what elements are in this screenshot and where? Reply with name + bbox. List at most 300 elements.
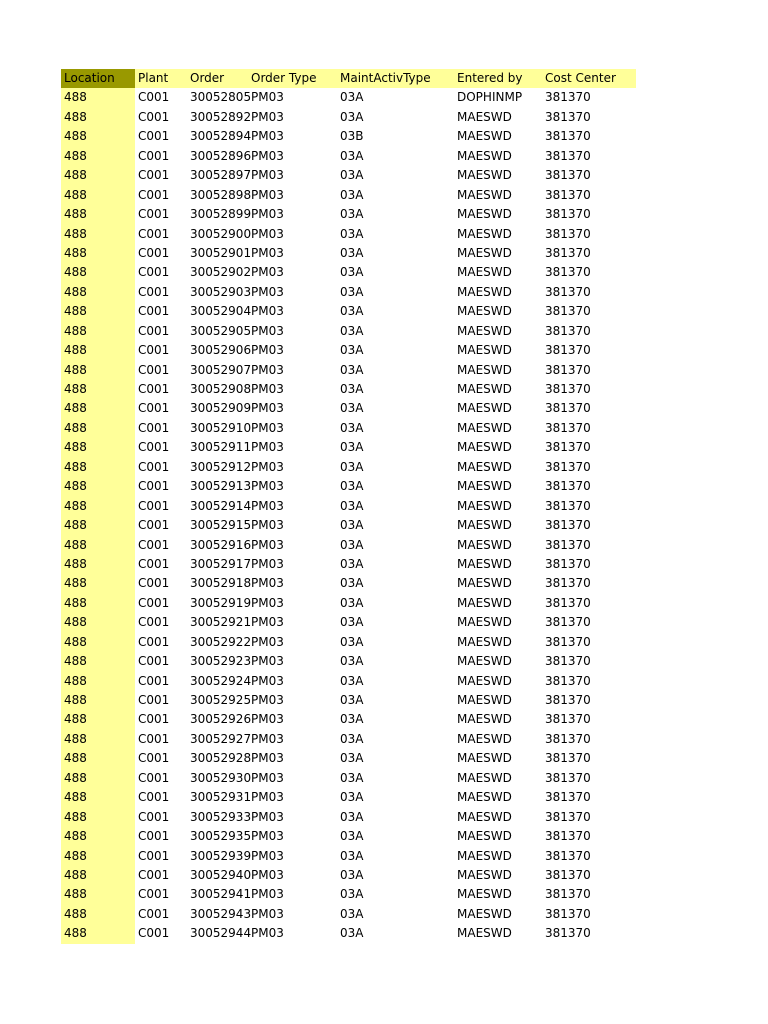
cell-location[interactable]: 488 bbox=[61, 302, 135, 321]
cell-location[interactable]: 488 bbox=[61, 361, 135, 380]
cell-maint-activ-type[interactable]: 03A bbox=[340, 362, 364, 377]
cell-cost-center[interactable]: 381370 bbox=[545, 245, 591, 260]
cell-maint-activ-type[interactable]: 03A bbox=[340, 304, 364, 319]
cell-order[interactable]: 30052935 bbox=[190, 829, 252, 844]
cell-order-type[interactable]: PM03 bbox=[251, 498, 284, 513]
cell-location[interactable]: 488 bbox=[61, 516, 135, 535]
cell-order[interactable]: 30052904 bbox=[190, 304, 252, 319]
cell-plant[interactable]: C001 bbox=[138, 518, 170, 533]
cell-order[interactable]: 30052894 bbox=[190, 129, 252, 144]
cell-maint-activ-type[interactable]: 03A bbox=[340, 867, 364, 882]
cell-plant[interactable]: C001 bbox=[138, 790, 170, 805]
cell-plant[interactable]: C001 bbox=[138, 731, 170, 746]
cell-entered-by[interactable]: MAESWD bbox=[457, 770, 512, 785]
cell-entered-by[interactable]: MAESWD bbox=[457, 187, 512, 202]
column-header-order[interactable]: Order bbox=[187, 69, 248, 88]
cell-cost-center[interactable]: 381370 bbox=[545, 518, 591, 533]
cell-order-type[interactable]: PM03 bbox=[251, 576, 284, 591]
cell-entered-by[interactable]: MAESWD bbox=[457, 615, 512, 630]
cell-plant[interactable]: C001 bbox=[138, 168, 170, 183]
cell-location[interactable]: 488 bbox=[61, 283, 135, 302]
cell-location[interactable]: 488 bbox=[61, 497, 135, 516]
cell-order[interactable]: 30052933 bbox=[190, 809, 252, 824]
cell-cost-center[interactable]: 381370 bbox=[545, 790, 591, 805]
cell-plant[interactable]: C001 bbox=[138, 634, 170, 649]
cell-maint-activ-type[interactable]: 03A bbox=[340, 109, 364, 124]
cell-entered-by[interactable]: MAESWD bbox=[457, 207, 512, 222]
cell-order-type[interactable]: PM03 bbox=[251, 809, 284, 824]
cell-maint-activ-type[interactable]: 03A bbox=[340, 226, 364, 241]
cell-entered-by[interactable]: MAESWD bbox=[457, 518, 512, 533]
cell-maint-activ-type[interactable]: 03A bbox=[340, 323, 364, 338]
cell-maint-activ-type[interactable]: 03A bbox=[340, 168, 364, 183]
cell-order-type[interactable]: PM03 bbox=[251, 751, 284, 766]
cell-plant[interactable]: C001 bbox=[138, 187, 170, 202]
cell-location[interactable]: 488 bbox=[61, 263, 135, 282]
cell-plant[interactable]: C001 bbox=[138, 926, 170, 941]
cell-order-type[interactable]: PM03 bbox=[251, 537, 284, 552]
cell-order[interactable]: 30052899 bbox=[190, 207, 252, 222]
cell-location[interactable]: 488 bbox=[61, 691, 135, 710]
cell-order-type[interactable]: PM03 bbox=[251, 654, 284, 669]
cell-entered-by[interactable]: MAESWD bbox=[457, 829, 512, 844]
cell-maint-activ-type[interactable]: 03A bbox=[340, 401, 364, 416]
cell-order-type[interactable]: PM03 bbox=[251, 323, 284, 338]
cell-location[interactable]: 488 bbox=[61, 380, 135, 399]
cell-plant[interactable]: C001 bbox=[138, 556, 170, 571]
cell-plant[interactable]: C001 bbox=[138, 829, 170, 844]
cell-maint-activ-type[interactable]: 03A bbox=[340, 770, 364, 785]
cell-order-type[interactable]: PM03 bbox=[251, 867, 284, 882]
cell-maint-activ-type[interactable]: 03A bbox=[340, 654, 364, 669]
cell-plant[interactable]: C001 bbox=[138, 323, 170, 338]
cell-cost-center[interactable]: 381370 bbox=[545, 382, 591, 396]
cell-cost-center[interactable]: 381370 bbox=[545, 673, 591, 688]
cell-cost-center[interactable]: 381370 bbox=[545, 829, 591, 844]
cell-order-type[interactable]: PM03 bbox=[251, 90, 284, 105]
cell-plant[interactable]: C001 bbox=[138, 129, 170, 144]
cell-cost-center[interactable]: 381370 bbox=[545, 595, 591, 610]
cell-entered-by[interactable]: MAESWD bbox=[457, 129, 512, 144]
cell-order-type[interactable]: PM03 bbox=[251, 556, 284, 571]
cell-cost-center[interactable]: 381370 bbox=[545, 304, 591, 319]
cell-maint-activ-type[interactable]: 03A bbox=[340, 576, 364, 591]
cell-cost-center[interactable]: 381370 bbox=[545, 226, 591, 241]
cell-order-type[interactable]: PM03 bbox=[251, 440, 284, 455]
cell-entered-by[interactable]: MAESWD bbox=[457, 382, 512, 396]
cell-maint-activ-type[interactable]: 03A bbox=[340, 556, 364, 571]
cell-cost-center[interactable]: 381370 bbox=[545, 848, 591, 863]
cell-cost-center[interactable]: 381370 bbox=[545, 479, 591, 494]
cell-order[interactable]: 30052944 bbox=[190, 926, 252, 941]
cell-entered-by[interactable]: MAESWD bbox=[457, 926, 512, 941]
cell-order[interactable]: 30052940 bbox=[190, 867, 252, 882]
cell-location[interactable]: 488 bbox=[61, 574, 135, 593]
cell-cost-center[interactable]: 381370 bbox=[545, 265, 591, 280]
cell-order-type[interactable]: PM03 bbox=[251, 245, 284, 260]
cell-location[interactable]: 488 bbox=[61, 788, 135, 807]
cell-maint-activ-type[interactable]: 03A bbox=[340, 148, 364, 163]
cell-plant[interactable]: C001 bbox=[138, 207, 170, 222]
cell-order-type[interactable]: PM03 bbox=[251, 848, 284, 863]
cell-entered-by[interactable]: MAESWD bbox=[457, 693, 512, 707]
cell-order-type[interactable]: PM03 bbox=[251, 284, 284, 299]
cell-cost-center[interactable]: 381370 bbox=[545, 323, 591, 338]
cell-plant[interactable]: C001 bbox=[138, 265, 170, 280]
cell-location[interactable]: 488 bbox=[61, 769, 135, 788]
cell-entered-by[interactable]: MAESWD bbox=[457, 751, 512, 766]
cell-maint-activ-type[interactable]: 03A bbox=[340, 440, 364, 455]
cell-order[interactable]: 30052923 bbox=[190, 654, 252, 669]
cell-plant[interactable]: C001 bbox=[138, 770, 170, 785]
cell-maint-activ-type[interactable]: 03A bbox=[340, 926, 364, 941]
cell-entered-by[interactable]: MAESWD bbox=[457, 673, 512, 688]
cell-maint-activ-type[interactable]: 03A bbox=[340, 343, 364, 358]
cell-location[interactable]: 488 bbox=[61, 613, 135, 632]
cell-entered-by[interactable]: MAESWD bbox=[457, 109, 512, 124]
cell-entered-by[interactable]: MAESWD bbox=[457, 576, 512, 591]
cell-order[interactable]: 30052896 bbox=[190, 148, 252, 163]
cell-location[interactable]: 488 bbox=[61, 924, 135, 943]
cell-plant[interactable]: C001 bbox=[138, 420, 170, 435]
column-header-entered-by[interactable]: Entered by bbox=[454, 69, 542, 88]
cell-entered-by[interactable]: MAESWD bbox=[457, 537, 512, 552]
cell-entered-by[interactable]: MAESWD bbox=[457, 848, 512, 863]
cell-location[interactable]: 488 bbox=[61, 536, 135, 555]
cell-plant[interactable]: C001 bbox=[138, 906, 170, 921]
cell-cost-center[interactable]: 381370 bbox=[545, 867, 591, 882]
cell-cost-center[interactable]: 381370 bbox=[545, 654, 591, 669]
cell-order[interactable]: 30052914 bbox=[190, 498, 252, 513]
cell-entered-by[interactable]: MAESWD bbox=[457, 498, 512, 513]
cell-location[interactable]: 488 bbox=[61, 88, 135, 107]
cell-entered-by[interactable]: MAESWD bbox=[457, 595, 512, 610]
cell-order[interactable]: 30052921 bbox=[190, 615, 252, 630]
cell-maint-activ-type[interactable]: 03A bbox=[340, 673, 364, 688]
cell-cost-center[interactable]: 381370 bbox=[545, 615, 591, 630]
cell-plant[interactable]: C001 bbox=[138, 537, 170, 552]
cell-entered-by[interactable]: MAESWD bbox=[457, 887, 512, 902]
cell-order-type[interactable]: PM03 bbox=[251, 382, 284, 396]
cell-order[interactable]: 30052939 bbox=[190, 848, 252, 863]
cell-entered-by[interactable]: MAESWD bbox=[457, 654, 512, 669]
cell-order[interactable]: 30052943 bbox=[190, 906, 252, 921]
cell-location[interactable]: 488 bbox=[61, 186, 135, 205]
cell-maint-activ-type[interactable]: 03A bbox=[340, 751, 364, 766]
cell-location[interactable]: 488 bbox=[61, 633, 135, 652]
cell-order[interactable]: 30052902 bbox=[190, 265, 252, 280]
cell-entered-by[interactable]: MAESWD bbox=[457, 168, 512, 183]
cell-maint-activ-type[interactable]: 03A bbox=[340, 634, 364, 649]
cell-entered-by[interactable]: MAESWD bbox=[457, 479, 512, 494]
cell-location[interactable]: 488 bbox=[61, 749, 135, 768]
cell-plant[interactable]: C001 bbox=[138, 284, 170, 299]
cell-cost-center[interactable]: 381370 bbox=[545, 887, 591, 902]
cell-entered-by[interactable]: MAESWD bbox=[457, 420, 512, 435]
cell-cost-center[interactable]: 381370 bbox=[545, 284, 591, 299]
cell-location[interactable]: 488 bbox=[61, 108, 135, 127]
cell-cost-center[interactable]: 381370 bbox=[545, 440, 591, 455]
cell-cost-center[interactable]: 381370 bbox=[545, 731, 591, 746]
cell-entered-by[interactable]: MAESWD bbox=[457, 226, 512, 241]
cell-order[interactable]: 30052924 bbox=[190, 673, 252, 688]
cell-order-type[interactable]: PM03 bbox=[251, 343, 284, 358]
cell-plant[interactable]: C001 bbox=[138, 401, 170, 416]
cell-order[interactable]: 30052907 bbox=[190, 362, 252, 377]
cell-entered-by[interactable]: MAESWD bbox=[457, 790, 512, 805]
cell-order[interactable]: 30052941 bbox=[190, 887, 252, 902]
cell-plant[interactable]: C001 bbox=[138, 848, 170, 863]
cell-maint-activ-type[interactable]: 03A bbox=[340, 731, 364, 746]
cell-maint-activ-type[interactable]: 03A bbox=[340, 265, 364, 280]
cell-maint-activ-type[interactable]: 03A bbox=[340, 420, 364, 435]
cell-maint-activ-type[interactable]: 03A bbox=[340, 906, 364, 921]
cell-order[interactable]: 30052908 bbox=[190, 382, 252, 396]
cell-location[interactable]: 488 bbox=[61, 866, 135, 885]
cell-plant[interactable]: C001 bbox=[138, 362, 170, 377]
cell-cost-center[interactable]: 381370 bbox=[545, 556, 591, 571]
cell-location[interactable]: 488 bbox=[61, 166, 135, 185]
cell-maint-activ-type[interactable]: 03A bbox=[340, 615, 364, 630]
cell-cost-center[interactable]: 381370 bbox=[545, 420, 591, 435]
cell-order-type[interactable]: PM03 bbox=[251, 887, 284, 902]
cell-order-type[interactable]: PM03 bbox=[251, 265, 284, 280]
cell-order-type[interactable]: PM03 bbox=[251, 712, 284, 727]
cell-order[interactable]: 30052911 bbox=[190, 440, 252, 455]
cell-entered-by[interactable]: MAESWD bbox=[457, 245, 512, 260]
cell-order-type[interactable]: PM03 bbox=[251, 634, 284, 649]
cell-order-type[interactable]: PM03 bbox=[251, 459, 284, 474]
cell-cost-center[interactable]: 381370 bbox=[545, 576, 591, 591]
cell-plant[interactable]: C001 bbox=[138, 148, 170, 163]
cell-cost-center[interactable]: 381370 bbox=[545, 109, 591, 124]
cell-cost-center[interactable]: 381370 bbox=[545, 634, 591, 649]
cell-order-type[interactable]: PM03 bbox=[251, 304, 284, 319]
cell-order-type[interactable]: PM03 bbox=[251, 693, 284, 707]
cell-order-type[interactable]: PM03 bbox=[251, 595, 284, 610]
cell-order[interactable]: 30052897 bbox=[190, 168, 252, 183]
cell-order-type[interactable]: PM03 bbox=[251, 207, 284, 222]
cell-maint-activ-type[interactable]: 03A bbox=[340, 790, 364, 805]
cell-order[interactable]: 30052905 bbox=[190, 323, 252, 338]
cell-order-type[interactable]: PM03 bbox=[251, 148, 284, 163]
cell-location[interactable]: 488 bbox=[61, 225, 135, 244]
cell-location[interactable]: 488 bbox=[61, 322, 135, 341]
cell-plant[interactable]: C001 bbox=[138, 867, 170, 882]
cell-location[interactable]: 488 bbox=[61, 244, 135, 263]
cell-entered-by[interactable]: DOPHINMP bbox=[457, 90, 523, 105]
cell-order[interactable]: 30052915 bbox=[190, 518, 252, 533]
cell-location[interactable]: 488 bbox=[61, 905, 135, 924]
cell-maint-activ-type[interactable]: 03A bbox=[340, 479, 364, 494]
cell-maint-activ-type[interactable]: 03A bbox=[340, 518, 364, 533]
cell-entered-by[interactable]: MAESWD bbox=[457, 323, 512, 338]
cell-plant[interactable]: C001 bbox=[138, 90, 170, 105]
cell-order[interactable]: 30052916 bbox=[190, 537, 252, 552]
cell-plant[interactable]: C001 bbox=[138, 887, 170, 902]
cell-plant[interactable]: C001 bbox=[138, 751, 170, 766]
cell-plant[interactable]: C001 bbox=[138, 304, 170, 319]
cell-location[interactable]: 488 bbox=[61, 710, 135, 729]
cell-order[interactable]: 30052900 bbox=[190, 226, 252, 241]
cell-maint-activ-type[interactable]: 03A bbox=[340, 245, 364, 260]
column-header-maint-activ-type[interactable]: MaintActivType bbox=[337, 69, 454, 88]
cell-maint-activ-type[interactable]: 03A bbox=[340, 459, 364, 474]
cell-plant[interactable]: C001 bbox=[138, 479, 170, 494]
cell-cost-center[interactable]: 381370 bbox=[545, 129, 591, 144]
cell-order-type[interactable]: PM03 bbox=[251, 673, 284, 688]
cell-cost-center[interactable]: 381370 bbox=[545, 770, 591, 785]
cell-order-type[interactable]: PM03 bbox=[251, 401, 284, 416]
cell-plant[interactable]: C001 bbox=[138, 459, 170, 474]
cell-plant[interactable]: C001 bbox=[138, 498, 170, 513]
cell-plant[interactable]: C001 bbox=[138, 226, 170, 241]
cell-order[interactable]: 30052906 bbox=[190, 343, 252, 358]
cell-plant[interactable]: C001 bbox=[138, 595, 170, 610]
column-header-cost-center[interactable]: Cost Center bbox=[542, 69, 636, 88]
cell-location[interactable]: 488 bbox=[61, 127, 135, 146]
cell-cost-center[interactable]: 381370 bbox=[545, 207, 591, 222]
cell-location[interactable]: 488 bbox=[61, 847, 135, 866]
cell-entered-by[interactable]: MAESWD bbox=[457, 304, 512, 319]
cell-order[interactable]: 30052919 bbox=[190, 595, 252, 610]
cell-order[interactable]: 30052917 bbox=[190, 556, 252, 571]
cell-order[interactable]: 30052930 bbox=[190, 770, 252, 785]
cell-order-type[interactable]: PM03 bbox=[251, 129, 284, 144]
column-header-order-type[interactable]: Order Type bbox=[248, 69, 337, 88]
cell-cost-center[interactable]: 381370 bbox=[545, 498, 591, 513]
cell-order[interactable]: 30052910 bbox=[190, 420, 252, 435]
cell-maint-activ-type[interactable]: 03A bbox=[340, 498, 364, 513]
cell-order[interactable]: 30052913 bbox=[190, 479, 252, 494]
cell-cost-center[interactable]: 381370 bbox=[545, 751, 591, 766]
cell-cost-center[interactable]: 381370 bbox=[545, 926, 591, 941]
cell-maint-activ-type[interactable]: 03A bbox=[340, 187, 364, 202]
cell-cost-center[interactable]: 381370 bbox=[545, 187, 591, 202]
cell-location[interactable]: 488 bbox=[61, 341, 135, 360]
cell-order-type[interactable]: PM03 bbox=[251, 187, 284, 202]
cell-order[interactable]: 30052903 bbox=[190, 284, 252, 299]
cell-order-type[interactable]: PM03 bbox=[251, 168, 284, 183]
cell-plant[interactable]: C001 bbox=[138, 245, 170, 260]
cell-location[interactable]: 488 bbox=[61, 419, 135, 438]
cell-cost-center[interactable]: 381370 bbox=[545, 459, 591, 474]
cell-order[interactable]: 30052901 bbox=[190, 245, 252, 260]
cell-maint-activ-type[interactable]: 03A bbox=[340, 284, 364, 299]
cell-plant[interactable]: C001 bbox=[138, 109, 170, 124]
cell-location[interactable]: 488 bbox=[61, 399, 135, 418]
cell-order-type[interactable]: PM03 bbox=[251, 926, 284, 941]
cell-order-type[interactable]: PM03 bbox=[251, 731, 284, 746]
cell-maint-activ-type[interactable]: 03A bbox=[340, 595, 364, 610]
cell-maint-activ-type[interactable]: 03A bbox=[340, 829, 364, 844]
cell-cost-center[interactable]: 381370 bbox=[545, 90, 591, 105]
cell-entered-by[interactable]: MAESWD bbox=[457, 906, 512, 921]
cell-plant[interactable]: C001 bbox=[138, 343, 170, 358]
cell-order-type[interactable]: PM03 bbox=[251, 420, 284, 435]
cell-location[interactable]: 488 bbox=[61, 555, 135, 574]
cell-entered-by[interactable]: MAESWD bbox=[457, 731, 512, 746]
cell-location[interactable]: 488 bbox=[61, 147, 135, 166]
cell-cost-center[interactable]: 381370 bbox=[545, 168, 591, 183]
cell-location[interactable]: 488 bbox=[61, 808, 135, 827]
cell-location[interactable]: 488 bbox=[61, 594, 135, 613]
cell-order-type[interactable]: PM03 bbox=[251, 362, 284, 377]
cell-entered-by[interactable]: MAESWD bbox=[457, 440, 512, 455]
cell-order[interactable]: 30052931 bbox=[190, 790, 252, 805]
cell-maint-activ-type[interactable]: 03A bbox=[340, 382, 364, 396]
cell-order[interactable]: 30052918 bbox=[190, 576, 252, 591]
cell-order[interactable]: 30052892 bbox=[190, 109, 252, 124]
cell-entered-by[interactable]: MAESWD bbox=[457, 265, 512, 280]
cell-location[interactable]: 488 bbox=[61, 652, 135, 671]
cell-maint-activ-type[interactable]: 03B bbox=[340, 129, 364, 144]
cell-entered-by[interactable]: MAESWD bbox=[457, 809, 512, 824]
cell-order[interactable]: 30052928 bbox=[190, 751, 252, 766]
cell-cost-center[interactable]: 381370 bbox=[545, 343, 591, 358]
cell-entered-by[interactable]: MAESWD bbox=[457, 867, 512, 882]
cell-location[interactable]: 488 bbox=[61, 827, 135, 846]
cell-location[interactable]: 488 bbox=[61, 458, 135, 477]
cell-cost-center[interactable]: 381370 bbox=[545, 148, 591, 163]
cell-plant[interactable]: C001 bbox=[138, 382, 170, 396]
cell-cost-center[interactable]: 381370 bbox=[545, 537, 591, 552]
cell-plant[interactable]: C001 bbox=[138, 712, 170, 727]
cell-entered-by[interactable]: MAESWD bbox=[457, 556, 512, 571]
cell-cost-center[interactable]: 381370 bbox=[545, 693, 591, 707]
cell-location[interactable]: 488 bbox=[61, 885, 135, 904]
cell-location[interactable]: 488 bbox=[61, 438, 135, 457]
cell-entered-by[interactable]: MAESWD bbox=[457, 284, 512, 299]
cell-maint-activ-type[interactable]: 03A bbox=[340, 887, 364, 902]
cell-order[interactable]: 30052925 bbox=[190, 693, 252, 707]
cell-order-type[interactable]: PM03 bbox=[251, 829, 284, 844]
cell-maint-activ-type[interactable]: 03A bbox=[340, 537, 364, 552]
cell-cost-center[interactable]: 381370 bbox=[545, 401, 591, 416]
cell-entered-by[interactable]: MAESWD bbox=[457, 401, 512, 416]
cell-order-type[interactable]: PM03 bbox=[251, 109, 284, 124]
cell-cost-center[interactable]: 381370 bbox=[545, 906, 591, 921]
cell-maint-activ-type[interactable]: 03A bbox=[340, 90, 364, 105]
column-header-plant[interactable]: Plant bbox=[135, 69, 187, 88]
cell-plant[interactable]: C001 bbox=[138, 809, 170, 824]
column-header-location[interactable]: Location bbox=[61, 69, 135, 88]
cell-plant[interactable]: C001 bbox=[138, 440, 170, 455]
cell-cost-center[interactable]: 381370 bbox=[545, 809, 591, 824]
cell-order-type[interactable]: PM03 bbox=[251, 518, 284, 533]
cell-entered-by[interactable]: MAESWD bbox=[457, 712, 512, 727]
cell-maint-activ-type[interactable]: 03A bbox=[340, 693, 364, 707]
cell-entered-by[interactable]: MAESWD bbox=[457, 459, 512, 474]
cell-order[interactable]: 30052898 bbox=[190, 187, 252, 202]
cell-order[interactable]: 30052927 bbox=[190, 731, 252, 746]
cell-location[interactable]: 488 bbox=[61, 730, 135, 749]
cell-order-type[interactable]: PM03 bbox=[251, 226, 284, 241]
cell-plant[interactable]: C001 bbox=[138, 576, 170, 591]
cell-cost-center[interactable]: 381370 bbox=[545, 362, 591, 377]
cell-order-type[interactable]: PM03 bbox=[251, 770, 284, 785]
cell-location[interactable]: 488 bbox=[61, 477, 135, 496]
cell-entered-by[interactable]: MAESWD bbox=[457, 148, 512, 163]
cell-order[interactable]: 30052912 bbox=[190, 459, 252, 474]
cell-location[interactable]: 488 bbox=[61, 205, 135, 224]
cell-entered-by[interactable]: MAESWD bbox=[457, 634, 512, 649]
cell-order[interactable]: 30052926 bbox=[190, 712, 252, 727]
cell-cost-center[interactable]: 381370 bbox=[545, 712, 591, 727]
cell-order-type[interactable]: PM03 bbox=[251, 790, 284, 805]
cell-entered-by[interactable]: MAESWD bbox=[457, 362, 512, 377]
cell-plant[interactable]: C001 bbox=[138, 615, 170, 630]
